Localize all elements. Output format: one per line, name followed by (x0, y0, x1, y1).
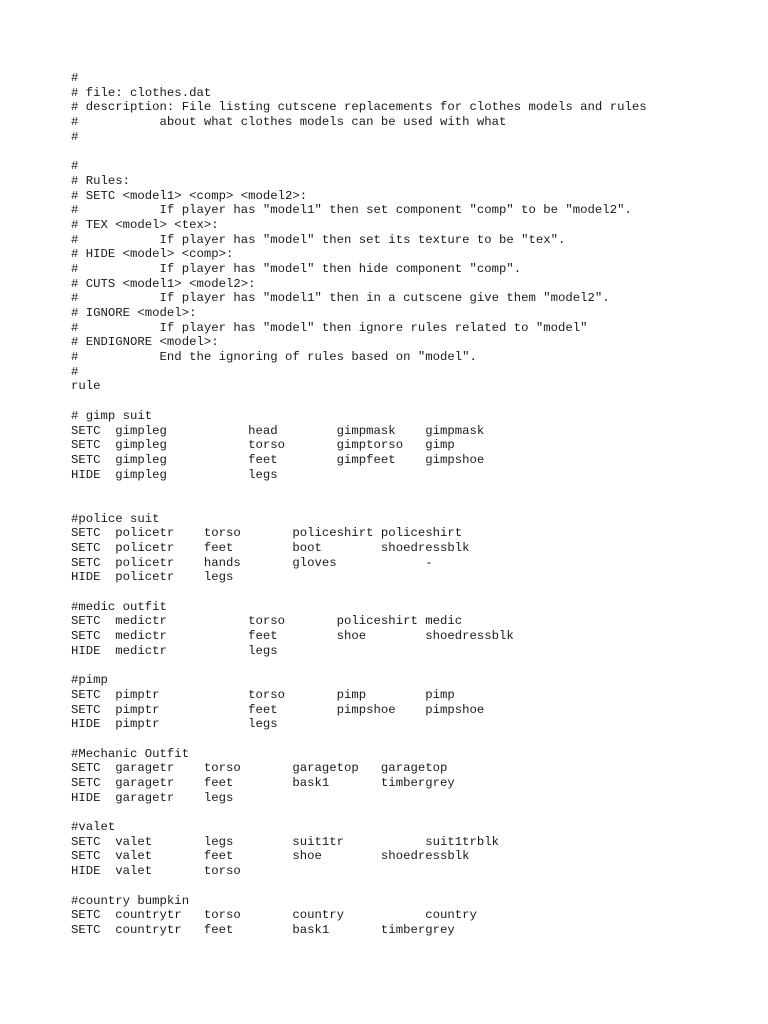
text-line: # TEX <model> <tex>: (71, 217, 219, 232)
text-line: SETC pimptr feet pimpshoe pimpshoe (71, 702, 485, 717)
text-line: # (71, 159, 79, 174)
text-line: # If player has "model" then ignore rules related to "model" (71, 320, 588, 335)
document-text (71, 71, 647, 938)
text-line: # If player has "model1" then in a cutscene give them "model2". (71, 291, 610, 306)
text-line: SETC policetr hands gloves - (71, 555, 433, 570)
text-line: SETC valet feet shoe shoedressblk (71, 849, 470, 864)
text-line: HIDE pimptr legs (71, 717, 278, 732)
text-line: HIDE gimpleg legs (71, 467, 278, 482)
text-line: rule (71, 379, 101, 394)
text-line: SETC medictr feet shoe shoedressblk (71, 629, 514, 644)
text-line: # description: File listing cutscene replacements for clothes models and rules (71, 100, 647, 115)
text-line: SETC policetr torso policeshirt policeshirt (71, 526, 463, 541)
text-line: # CUTS <model1> <model2>: (71, 276, 256, 291)
text-line: # ENDIGNORE <model>: (71, 335, 219, 350)
text-line: SETC gimpleg torso gimptorso gimp (71, 438, 455, 453)
text-line: # Rules: (71, 173, 131, 188)
text-line: # (71, 129, 79, 144)
text-line (71, 394, 647, 409)
text-line (71, 805, 647, 820)
text-line: SETC pimptr torso pimp pimp (71, 687, 455, 702)
text-line: # If player has "model1" then set component "comp" to be "model2". (71, 203, 632, 218)
text-line (71, 879, 647, 894)
text-line: # about what clothes models can be used with what (71, 115, 507, 130)
text-line (71, 482, 647, 497)
text-line: SETC medictr torso policeshirt medic (71, 614, 463, 629)
text-line: SETC garagetr torso garagetop garagetop (71, 761, 448, 776)
text-line: SETC gimpleg feet gimpfeet gimpshoe (71, 452, 485, 467)
text-line: # If player has "model" then hide component "comp". (71, 261, 522, 276)
text-line: SETC gimpleg head gimpmask gimpmask (71, 423, 485, 438)
text-line: # IGNORE <model>: (71, 306, 197, 320)
text-line: # If player has "model" then set its texture to be "tex". (71, 232, 566, 247)
text-line: # file: clothes.dat (71, 85, 212, 100)
text-line: SETC valet legs suit1tr suit1trblk (71, 834, 500, 849)
text-line: SETC garagetr feet bask1 timbergrey (71, 776, 455, 790)
text-line: #medic outfit (71, 599, 167, 614)
text-line: # SETC <model1> <comp> <model2>: (71, 188, 308, 203)
text-line: #Mechanic Outfit (71, 746, 190, 761)
text-line: #pimp (71, 673, 108, 688)
text-line: #valet (71, 820, 116, 835)
text-line: HIDE valet torso (71, 864, 241, 879)
text-line: HIDE policetr legs (71, 570, 234, 585)
text-line: # (71, 364, 79, 379)
text-line: HIDE garagetr legs (71, 790, 234, 805)
text-line (71, 732, 647, 747)
text-line: # End the ignoring of rules based on "model". (71, 350, 477, 365)
text-line: #police suit (71, 511, 160, 526)
text-line (71, 659, 647, 674)
text-line: #country bumpkin (71, 893, 190, 908)
text-line: # (71, 71, 79, 85)
text-line: SETC policetr feet boot shoedressblk (71, 541, 470, 555)
text-line (71, 144, 647, 159)
text-line: SETC countrytr torso country country (71, 908, 477, 923)
text-line: # gimp suit (71, 408, 153, 423)
text-line: # HIDE <model> <comp>: (71, 247, 234, 262)
text-line (71, 497, 647, 512)
text-line: HIDE medictr legs (71, 643, 278, 658)
text-line: SETC countrytr feet bask1 timbergrey (71, 922, 455, 937)
text-line (71, 585, 647, 600)
